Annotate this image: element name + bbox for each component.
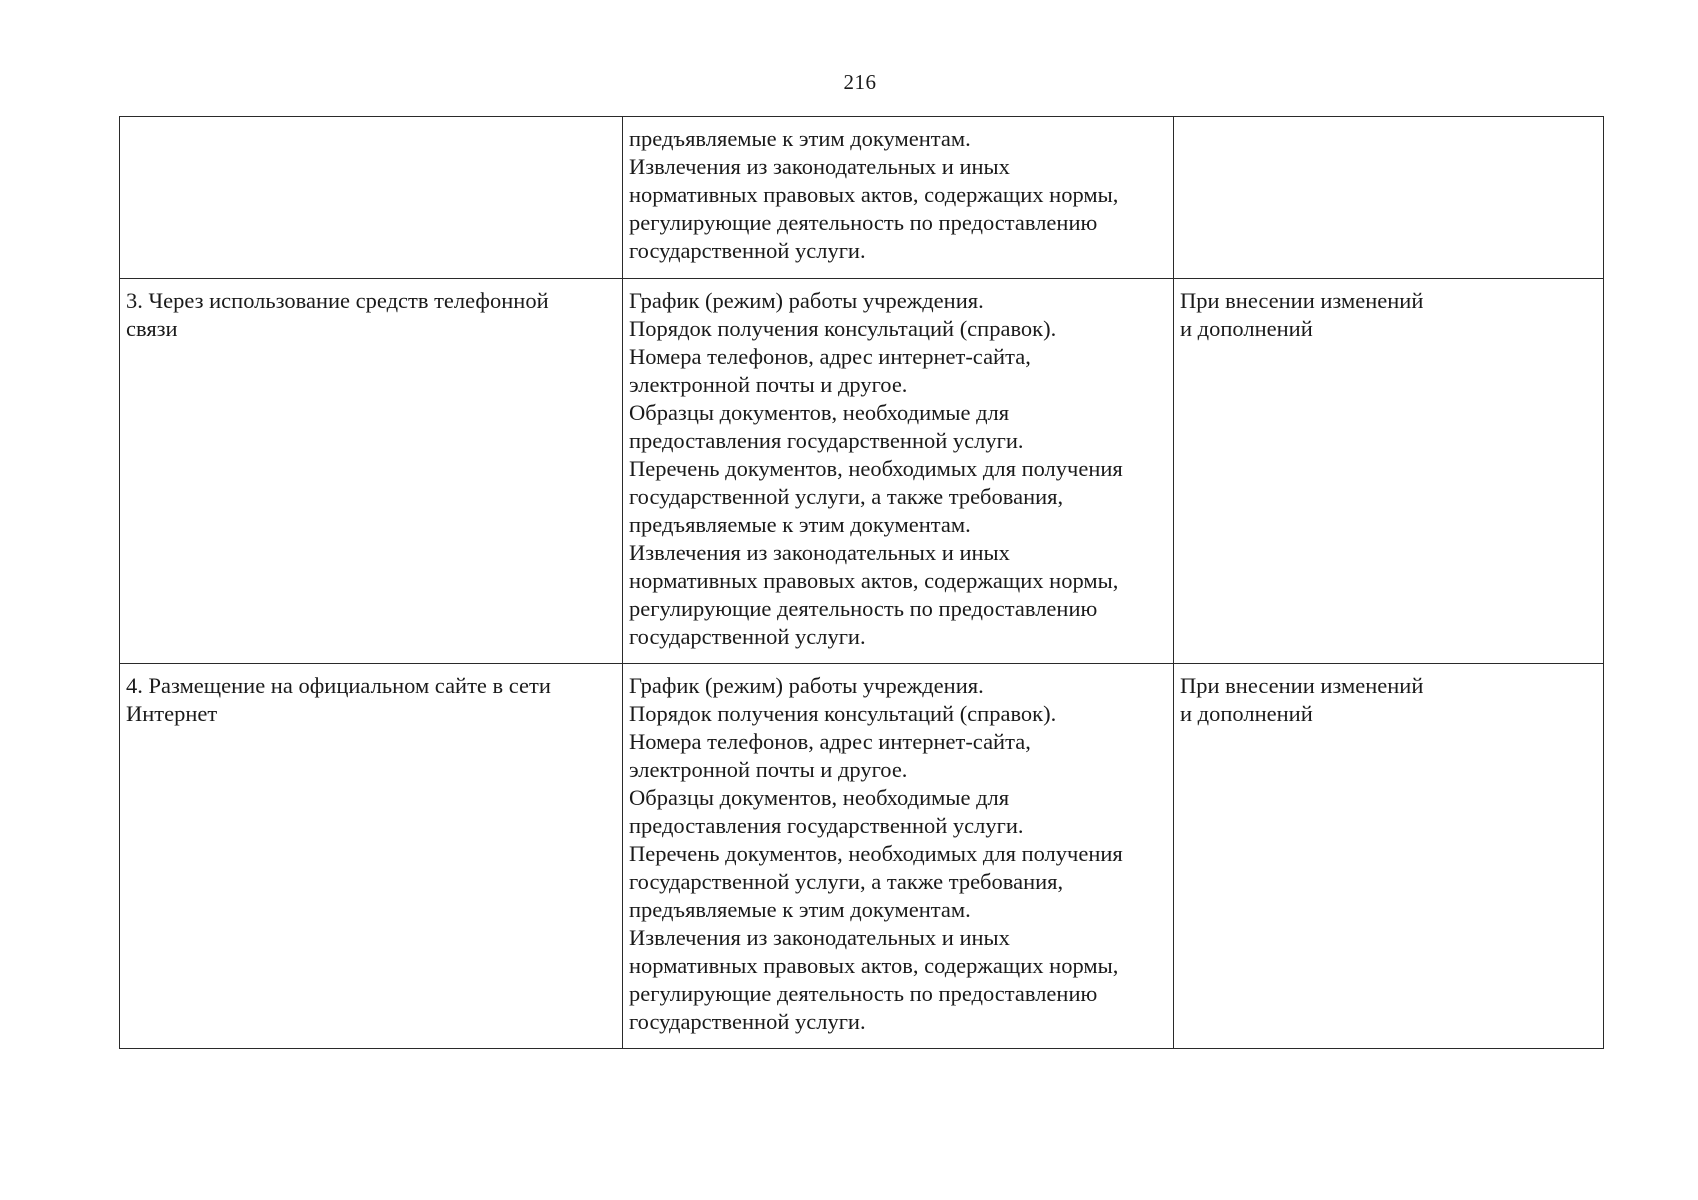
method-cell xyxy=(120,279,623,664)
update-cell xyxy=(1174,117,1604,279)
content-line: электронной почты и другое. xyxy=(629,757,908,782)
content-line: Образцы документов, необходимые для xyxy=(629,400,1010,425)
method-line: 4. Размещение на официальном сайте в сети xyxy=(126,673,551,698)
content-line: Образцы документов, необходимые для xyxy=(629,785,1010,810)
update-line: При внесении изменений xyxy=(1180,288,1424,313)
content-line: нормативных правовых актов, содержащих нормы, xyxy=(629,953,1119,978)
table-row xyxy=(120,279,1604,664)
content-line: Извлечения из законодательных и иных xyxy=(629,154,1010,179)
content-line: нормативных правовых актов, содержащих нормы, xyxy=(629,568,1119,593)
content-line: регулирующие деятельность по предоставлению xyxy=(629,981,1098,1006)
information-table xyxy=(119,116,1604,1049)
method-line: связи xyxy=(126,316,178,341)
content-line: Номера телефонов, адрес интернет-сайта, xyxy=(629,729,1031,754)
page-number: 216 xyxy=(843,70,877,94)
update-line: и дополнений xyxy=(1180,316,1313,341)
method-line: Интернет xyxy=(126,701,218,726)
content-line: Перечень документов, необходимых для получения xyxy=(629,456,1123,481)
content-line: государственной услуги, а также требования, xyxy=(629,869,1064,894)
content-line: График (режим) работы учреждения. xyxy=(629,673,984,698)
content-line: предъявляемые к этим документам. xyxy=(629,126,971,151)
content-line: Номера телефонов, адрес интернет-сайта, xyxy=(629,344,1031,369)
content-line: Порядок получения консультаций (справок). xyxy=(629,316,1057,341)
content-line: государственной услуги. xyxy=(629,624,866,649)
update-cell xyxy=(1174,279,1604,664)
content-line: государственной услуги, а также требования, xyxy=(629,484,1064,509)
content-line: График (режим) работы учреждения. xyxy=(629,288,984,313)
content-line: предъявляемые к этим документам. xyxy=(629,512,971,537)
content-line: Порядок получения консультаций (справок). xyxy=(629,701,1057,726)
content-line: государственной услуги. xyxy=(629,1009,866,1034)
content-line: государственной услуги. xyxy=(629,238,866,263)
method-cell xyxy=(120,117,623,279)
content-line: нормативных правовых актов, содержащих нормы, xyxy=(629,182,1119,207)
content-line: регулирующие деятельность по предоставлению xyxy=(629,210,1098,235)
update-cell xyxy=(1174,664,1604,1049)
content-line: Извлечения из законодательных и иных xyxy=(629,925,1010,950)
update-line: При внесении изменений xyxy=(1180,673,1424,698)
method-line: 3. Через использование средств телефонной xyxy=(126,288,549,313)
method-cell xyxy=(120,664,623,1049)
content-line: предоставления государственной услуги. xyxy=(629,428,1024,453)
content-line: электронной почты и другое. xyxy=(629,372,908,397)
table-row xyxy=(120,664,1604,1049)
content-cell xyxy=(623,279,1174,664)
content-cell xyxy=(623,664,1174,1049)
content-line: Извлечения из законодательных и иных xyxy=(629,540,1010,565)
content-line: предъявляемые к этим документам. xyxy=(629,897,971,922)
content-cell xyxy=(623,117,1174,279)
content-line: Перечень документов, необходимых для получения xyxy=(629,841,1123,866)
table-row xyxy=(120,117,1604,279)
content-line: регулирующие деятельность по предоставлению xyxy=(629,596,1098,621)
update-line: и дополнений xyxy=(1180,701,1313,726)
content-line: предоставления государственной услуги. xyxy=(629,813,1024,838)
